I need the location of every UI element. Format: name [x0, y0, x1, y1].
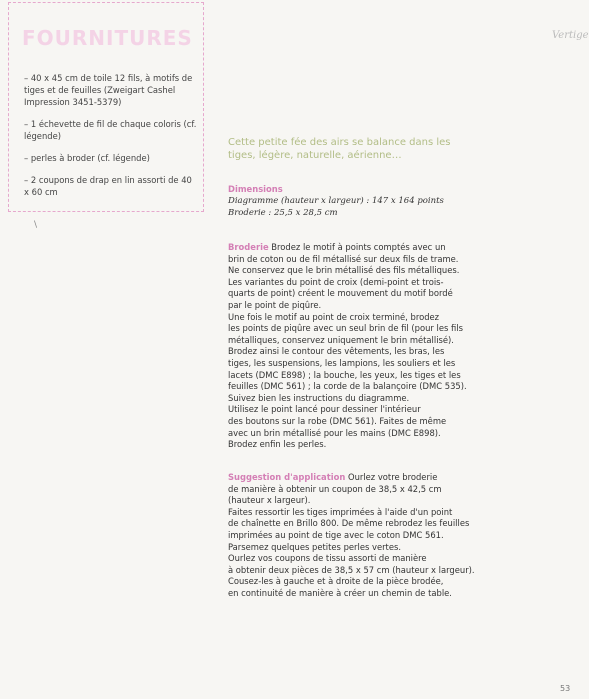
paragraph-line: Faites ressortir les tiges imprimées à l'aide d'un point: [228, 506, 453, 517]
paragraph-line: de chaînette en Brillo 800. De même rebrodez les feuilles: [228, 518, 470, 529]
paragraph-line: de manière à obtenir un coupon de 38,5 x 42,5 cm: [228, 483, 442, 494]
paragraph-line: Ne conservez que le brin métallisé des fils métalliques.: [228, 265, 460, 276]
page-number: 53: [560, 684, 571, 693]
paragraph-line: Une fois le motif au point de croix terminé, brodez: [228, 311, 440, 322]
paragraph-line: (hauteur x largeur).: [228, 495, 311, 506]
paragraph-line: Brodez ainsi le contour des vêtements, les bras, les: [228, 346, 445, 357]
list-item: – 1 échevette de fil de chaque coloris (cf. légende): [24, 119, 197, 141]
supplies-list: [24, 72, 199, 208]
paragraph-line: feuilles (DMC 561) ; la corde de la balançoire (DMC 535).: [228, 381, 467, 392]
intro-text: Cette petite fée des airs se balance dans les tiges, légère, naturelle, aérienne…: [228, 137, 451, 161]
running-header: Vertige: [552, 30, 589, 41]
paragraph-line: quarts de point) créent le mouvement du motif bordé: [228, 288, 453, 299]
paragraph-line: Brodez enfin les perles.: [228, 439, 327, 450]
paragraph-line: avec un brin métallisé pour les mains (DMC E898).: [228, 427, 441, 438]
paragraph-text: Ourlez votre broderie: [345, 472, 438, 482]
dimensions-heading: Dimensions: [228, 184, 283, 194]
paragraph-line: [228, 472, 478, 484]
paragraph-line: les points de piqûre avec un seul brin de fil (pour les fils: [228, 323, 464, 334]
paragraph-line: Utilisez le point lancé pour dessiner l'intérieur: [228, 404, 421, 415]
paragraph-line: [228, 242, 478, 254]
list-item: – 40 x 45 cm de toile 12 fils, à motifs de tiges et de feuilles (Zweigart Cashel Impression 3451-5379): [24, 73, 193, 107]
embroidery-paragraph: [228, 242, 478, 451]
paragraph-line: brin de coton ou de fil métallisé sur deux fils de trame.: [228, 253, 459, 264]
paragraph-line: par le point de piqûre.: [228, 299, 322, 310]
paragraph-line: des boutons sur la robe (DMC 561). Faites de même: [228, 415, 447, 426]
embroidery-heading: Broderie: [228, 242, 269, 252]
list-item: – perles à broder (cf. légende): [24, 153, 150, 163]
paragraph-line: tiges, les suspensions, les lampions, les souliers et les: [228, 357, 456, 368]
paragraph-line: à obtenir deux pièces de 38,5 x 57 cm (hauteur x largeur).: [228, 564, 475, 575]
paragraph-text: Brodez le motif à points comptés avec un: [268, 242, 446, 252]
paragraph-line: Suivez bien les instructions du diagramme.: [228, 392, 410, 403]
dimensions-line: Diagramme (hauteur x largeur) : 147 x 164 points: [228, 196, 444, 206]
suggestion-paragraph: [228, 472, 478, 600]
paragraph-line: lacets (DMC E898) ; la bouche, les yeux, les tiges et les: [228, 369, 461, 380]
supplies-title: FOURNITURES: [22, 26, 193, 50]
paragraph-line: Cousez-les à gauche et à droite de la pièce brodée,: [228, 576, 444, 587]
list-item: – 2 coupons de drap en lin assorti de 40 x 60 cm: [24, 175, 192, 197]
paragraph-line: imprimées au point de tige avec le coton DMC 561.: [228, 529, 444, 540]
corner-mark: \: [34, 220, 38, 230]
paragraph-line: Les variantes du point de croix (demi-point et trois-: [228, 276, 444, 287]
dimensions-line: Broderie : 25,5 x 28,5 cm: [228, 208, 338, 218]
paragraph-line: en continuité de manière à créer un chemin de table.: [228, 587, 452, 598]
paragraph-line: métalliques, conservez uniquement le brin métallisé).: [228, 334, 454, 345]
paragraph-line: Parsemez quelques petites perles vertes.: [228, 541, 402, 552]
paragraph-line: Ourlez vos coupons de tissu assorti de manière: [228, 553, 427, 564]
dimensions-block: [228, 195, 488, 219]
suggestion-heading: Suggestion d'application: [228, 472, 346, 482]
